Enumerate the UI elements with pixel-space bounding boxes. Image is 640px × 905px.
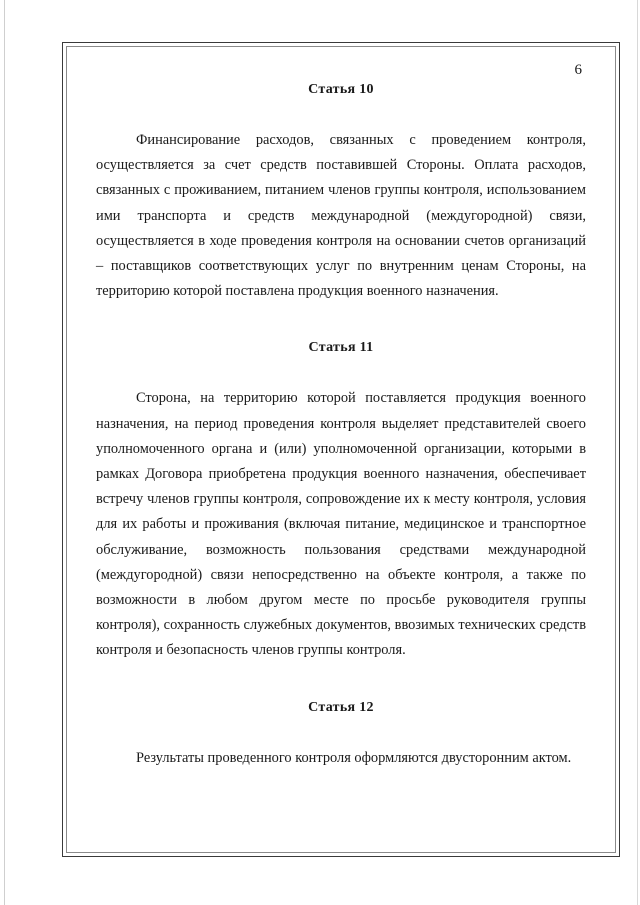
scan-edge-left <box>4 0 5 905</box>
article-12-text: Результаты проведенного контроля оформляются двусторонним актом. <box>136 749 572 766</box>
scan-edge-right <box>637 0 638 905</box>
article-11-text: Сторона, на территорию которой поставляется продукция военного назначения, на период проведения контроля выделяет представителей своего уполномоченного органа и (или) уполномоченной организации, которыми в рамках Договора приобретена продукция военного назначения, обеспечивает встречу членов группы контроля, сопровождение их к месту контроля, условия для их работы и проживания (включая питание, медицинское и транспортное обслуживание, возможность пользования средствами международной (междугородной) связи непосредственно на объекте контроля, а также по возможности в любом другом месте по просьбе руководителя группы контроля), сохранность служебных документов, ввозимых технических средств контроля и безопасность членов группы контроля. <box>96 390 586 659</box>
document-body <box>96 74 586 771</box>
article-11-title: Статья 11 <box>308 340 374 356</box>
article-10-text: Финансирование расходов, связанных с проведением контроля, осуществляется за счет средств поставившей Стороны. Оплата расходов, связанных с проживанием, питанием членов группы контроля, использованием ими транспорта и средств международной (междугородной) связи, осуществляется в ходе проведения контроля на основании счетов организаций – поставщиков соответствующих услуг по внутренним ценам Стороны, на территорию которой поставлена продукция военного назначения. <box>96 132 586 300</box>
article-12-title: Статья 12 <box>308 699 374 715</box>
article-10-title: Статья 10 <box>308 82 374 97</box>
page-number: 6 <box>574 62 582 78</box>
